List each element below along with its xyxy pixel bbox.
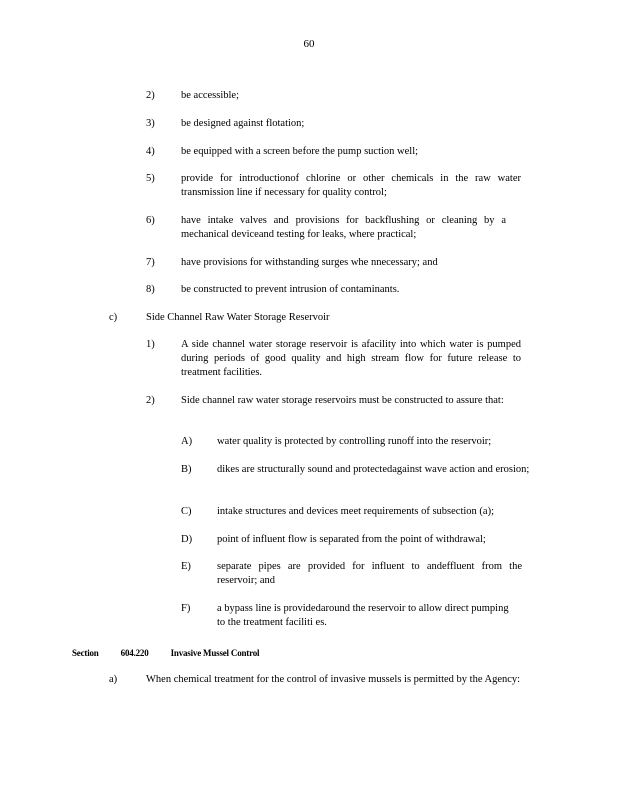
item-text: be constructed to prevent intrusion of contaminants. xyxy=(181,284,400,295)
section-title: Invasive Mussel Control xyxy=(170,648,260,658)
item-text: have provisions for withstanding surges whe nnecessary; and xyxy=(181,257,438,268)
item-text: point of influent flow is separated from the point of withdrawal; xyxy=(217,534,486,545)
item-number: 3) xyxy=(146,118,155,129)
section-heading xyxy=(72,646,279,660)
item-number: D) xyxy=(181,534,193,545)
section-number: 604.220 xyxy=(120,648,149,658)
item-text: intake structures and devices meet requirements of subsection (a); xyxy=(217,506,494,517)
item-number: 8) xyxy=(146,284,155,295)
item-number: 6) xyxy=(146,215,155,226)
item-text: dikes are structurally sound and protectedagainst wave action and erosion; xyxy=(217,464,530,475)
item-number: 2) xyxy=(146,395,155,406)
item-number: B) xyxy=(181,464,192,475)
item-text: be designed against flotation; xyxy=(181,118,305,129)
subsection-label: c) xyxy=(109,312,118,323)
item-number: E) xyxy=(181,561,191,572)
item-number: A) xyxy=(181,436,193,447)
item-text: A side channel water storage reservoir is afacility into which water is pumped during periods of good quality and high stream flow for future release to treatment facilities. xyxy=(181,339,521,378)
item-number: 1) xyxy=(146,339,155,350)
item-number: 7) xyxy=(146,257,155,268)
item-number: a) xyxy=(109,674,118,685)
page-number: 60 xyxy=(303,38,315,50)
item-text: provide for introductionof chlorine or other chemicals in the raw water transmission line if necessary for quality control; xyxy=(181,173,521,198)
item-number: 4) xyxy=(146,146,155,157)
item-text: be equipped with a screen before the pump suction well; xyxy=(181,146,419,157)
item-number: 2) xyxy=(146,90,155,101)
item-number: C) xyxy=(181,506,192,517)
item-text: separate pipes are provided for influent to andeffluent from the reservoir; and xyxy=(217,561,522,586)
subsection-title: Side Channel Raw Water Storage Reservoir xyxy=(146,312,330,323)
item-text: a bypass line is providedaround the reservoir to allow direct pumping to the treatment faciliti es. xyxy=(217,603,509,628)
item-text: have intake valves and provisions for backflushing or cleaning by a mechanical deviceand testing for leaks, where practical; xyxy=(181,215,506,240)
section-label: Section xyxy=(72,648,99,658)
item-text: be accessible; xyxy=(181,90,240,101)
item-text: Side channel raw water storage reservoirs must be constructed to assure that: xyxy=(181,395,504,406)
item-text: water quality is protected by controlling runoff into the reservoir; xyxy=(217,436,492,447)
item-number: 5) xyxy=(146,173,155,184)
item-number: F) xyxy=(181,603,191,614)
item-text: When chemical treatment for the control of invasive mussels is permitted by the Agency: xyxy=(146,674,521,685)
